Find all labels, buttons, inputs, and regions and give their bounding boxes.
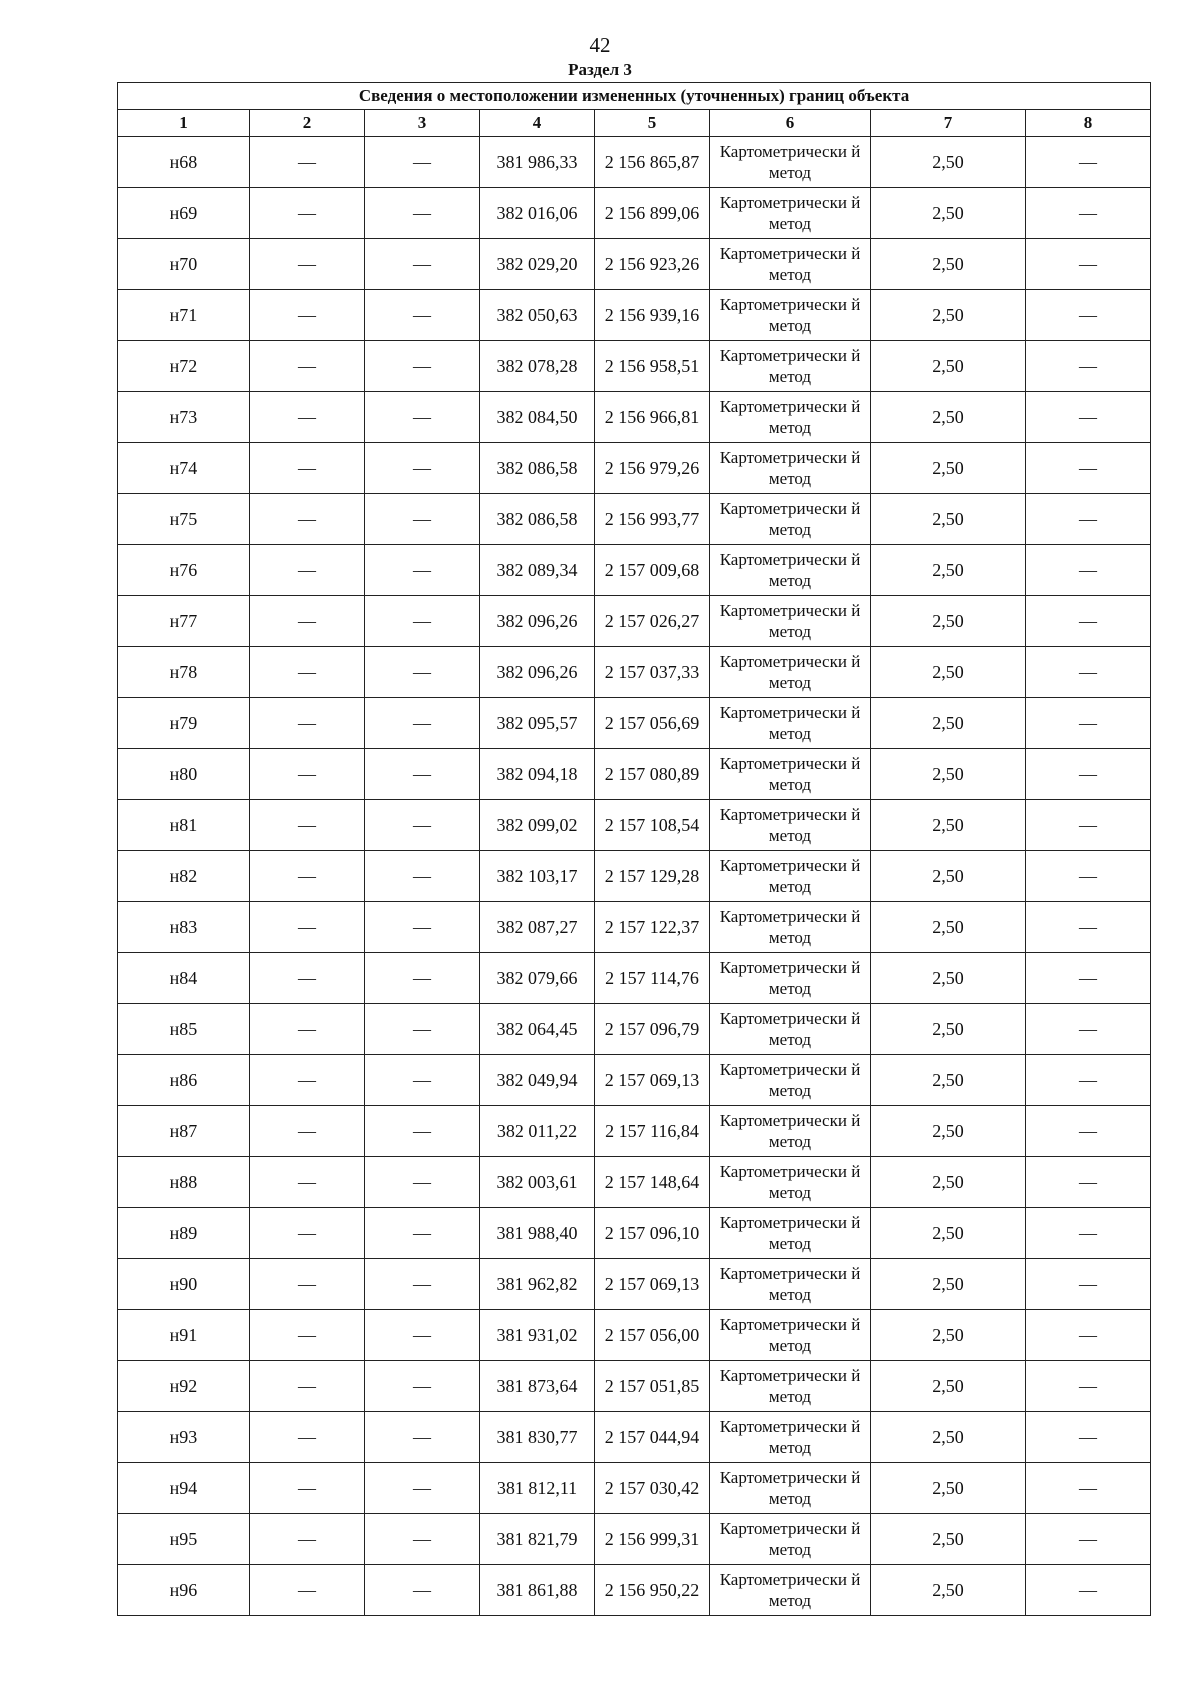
method-cell: Картометрически й метод bbox=[710, 137, 871, 188]
col-3-cell: — bbox=[365, 494, 480, 545]
table-row bbox=[118, 239, 1151, 290]
x-coordinate-cell: 381 873,64 bbox=[480, 1361, 595, 1412]
x-coordinate-cell: 382 049,94 bbox=[480, 1055, 595, 1106]
x-coordinate-cell: 382 089,34 bbox=[480, 545, 595, 596]
col-2-cell: — bbox=[250, 1208, 365, 1259]
point-name-cell: н82 bbox=[118, 851, 250, 902]
x-coordinate-cell: 382 011,22 bbox=[480, 1106, 595, 1157]
point-name-cell: н81 bbox=[118, 800, 250, 851]
col-2-cell: — bbox=[250, 443, 365, 494]
col-8-cell: — bbox=[1026, 1412, 1151, 1463]
point-name-cell: н72 bbox=[118, 341, 250, 392]
accuracy-cell: 2,50 bbox=[871, 1463, 1026, 1514]
col-8-cell: — bbox=[1026, 1565, 1151, 1616]
accuracy-cell: 2,50 bbox=[871, 902, 1026, 953]
col-3-cell: — bbox=[365, 1208, 480, 1259]
y-coordinate-cell: 2 157 108,54 bbox=[595, 800, 710, 851]
table-row bbox=[118, 1208, 1151, 1259]
point-name-cell: н84 bbox=[118, 953, 250, 1004]
col-2-cell: — bbox=[250, 341, 365, 392]
col-8-cell: — bbox=[1026, 1463, 1151, 1514]
table-row bbox=[118, 1106, 1151, 1157]
y-coordinate-cell: 2 157 096,79 bbox=[595, 1004, 710, 1055]
col-2-cell: — bbox=[250, 698, 365, 749]
col-3-cell: — bbox=[365, 1157, 480, 1208]
table-row bbox=[118, 647, 1151, 698]
point-name-cell: н68 bbox=[118, 137, 250, 188]
accuracy-cell: 2,50 bbox=[871, 1412, 1026, 1463]
table-row bbox=[118, 1055, 1151, 1106]
method-cell: Картометрически й метод bbox=[710, 1157, 871, 1208]
method-cell: Картометрически й метод bbox=[710, 188, 871, 239]
x-coordinate-cell: 382 079,66 bbox=[480, 953, 595, 1004]
column-number-row bbox=[118, 110, 1151, 137]
col-3-cell: — bbox=[365, 1412, 480, 1463]
col-2-cell: — bbox=[250, 647, 365, 698]
table-caption-row bbox=[118, 83, 1151, 110]
col-3-cell: — bbox=[365, 596, 480, 647]
col-8-cell: — bbox=[1026, 1055, 1151, 1106]
x-coordinate-cell: 382 086,58 bbox=[480, 443, 595, 494]
y-coordinate-cell: 2 157 096,10 bbox=[595, 1208, 710, 1259]
accuracy-cell: 2,50 bbox=[871, 953, 1026, 1004]
col-3-cell: — bbox=[365, 1514, 480, 1565]
method-cell: Картометрически й метод bbox=[710, 443, 871, 494]
point-name-cell: н94 bbox=[118, 1463, 250, 1514]
x-coordinate-cell: 382 078,28 bbox=[480, 341, 595, 392]
accuracy-cell: 2,50 bbox=[871, 290, 1026, 341]
col-8-cell: — bbox=[1026, 1208, 1151, 1259]
method-cell: Картометрически й метод bbox=[710, 1004, 871, 1055]
point-name-cell: н78 bbox=[118, 647, 250, 698]
table-row bbox=[118, 443, 1151, 494]
col-8-cell: — bbox=[1026, 1157, 1151, 1208]
point-name-cell: н95 bbox=[118, 1514, 250, 1565]
col-8-cell: — bbox=[1026, 1004, 1151, 1055]
col-2-cell: — bbox=[250, 392, 365, 443]
method-cell: Картометрически й метод bbox=[710, 1463, 871, 1514]
method-cell: Картометрически й метод bbox=[710, 647, 871, 698]
table-row bbox=[118, 698, 1151, 749]
y-coordinate-cell: 2 157 051,85 bbox=[595, 1361, 710, 1412]
point-name-cell: н75 bbox=[118, 494, 250, 545]
method-cell: Картометрически й метод bbox=[710, 239, 871, 290]
col-3-cell: — bbox=[365, 1565, 480, 1616]
y-coordinate-cell: 2 156 993,77 bbox=[595, 494, 710, 545]
y-coordinate-cell: 2 156 958,51 bbox=[595, 341, 710, 392]
col-2-cell: — bbox=[250, 800, 365, 851]
point-name-cell: н79 bbox=[118, 698, 250, 749]
x-coordinate-cell: 381 931,02 bbox=[480, 1310, 595, 1361]
y-coordinate-cell: 2 157 056,00 bbox=[595, 1310, 710, 1361]
y-coordinate-cell: 2 156 899,06 bbox=[595, 188, 710, 239]
x-coordinate-cell: 381 812,11 bbox=[480, 1463, 595, 1514]
method-cell: Картометрически й метод bbox=[710, 1310, 871, 1361]
table-row bbox=[118, 1310, 1151, 1361]
col-3-cell: — bbox=[365, 443, 480, 494]
x-coordinate-cell: 382 095,57 bbox=[480, 698, 595, 749]
y-coordinate-cell: 2 157 030,42 bbox=[595, 1463, 710, 1514]
accuracy-cell: 2,50 bbox=[871, 1106, 1026, 1157]
table-row bbox=[118, 1514, 1151, 1565]
y-coordinate-cell: 2 157 148,64 bbox=[595, 1157, 710, 1208]
point-name-cell: н92 bbox=[118, 1361, 250, 1412]
method-cell: Картометрически й метод bbox=[710, 902, 871, 953]
column-number-6: 6 bbox=[710, 110, 871, 137]
table-row bbox=[118, 902, 1151, 953]
col-2-cell: — bbox=[250, 494, 365, 545]
y-coordinate-cell: 2 157 026,27 bbox=[595, 596, 710, 647]
x-coordinate-cell: 382 096,26 bbox=[480, 647, 595, 698]
col-8-cell: — bbox=[1026, 800, 1151, 851]
table-row bbox=[118, 1157, 1151, 1208]
accuracy-cell: 2,50 bbox=[871, 494, 1026, 545]
col-3-cell: — bbox=[365, 1463, 480, 1514]
col-3-cell: — bbox=[365, 647, 480, 698]
y-coordinate-cell: 2 157 116,84 bbox=[595, 1106, 710, 1157]
col-8-cell: — bbox=[1026, 1514, 1151, 1565]
col-8-cell: — bbox=[1026, 443, 1151, 494]
accuracy-cell: 2,50 bbox=[871, 1310, 1026, 1361]
y-coordinate-cell: 2 157 069,13 bbox=[595, 1259, 710, 1310]
y-coordinate-cell: 2 157 069,13 bbox=[595, 1055, 710, 1106]
column-number-1: 1 bbox=[118, 110, 250, 137]
table-caption: Сведения о местоположении измененных (уточненных) границ объекта bbox=[118, 83, 1151, 110]
table-row bbox=[118, 1463, 1151, 1514]
col-8-cell: — bbox=[1026, 596, 1151, 647]
x-coordinate-cell: 382 016,06 bbox=[480, 188, 595, 239]
table-row bbox=[118, 800, 1151, 851]
col-2-cell: — bbox=[250, 1463, 365, 1514]
accuracy-cell: 2,50 bbox=[871, 1514, 1026, 1565]
col-3-cell: — bbox=[365, 1055, 480, 1106]
col-2-cell: — bbox=[250, 137, 365, 188]
x-coordinate-cell: 382 029,20 bbox=[480, 239, 595, 290]
table-row bbox=[118, 953, 1151, 1004]
y-coordinate-cell: 2 157 037,33 bbox=[595, 647, 710, 698]
y-coordinate-cell: 2 156 979,26 bbox=[595, 443, 710, 494]
accuracy-cell: 2,50 bbox=[871, 1259, 1026, 1310]
x-coordinate-cell: 382 003,61 bbox=[480, 1157, 595, 1208]
method-cell: Картометрически й метод bbox=[710, 1259, 871, 1310]
col-8-cell: — bbox=[1026, 1259, 1151, 1310]
method-cell: Картометрически й метод bbox=[710, 1514, 871, 1565]
x-coordinate-cell: 381 986,33 bbox=[480, 137, 595, 188]
col-3-cell: — bbox=[365, 953, 480, 1004]
col-8-cell: — bbox=[1026, 545, 1151, 596]
accuracy-cell: 2,50 bbox=[871, 1157, 1026, 1208]
x-coordinate-cell: 381 821,79 bbox=[480, 1514, 595, 1565]
col-3-cell: — bbox=[365, 1106, 480, 1157]
col-2-cell: — bbox=[250, 290, 365, 341]
method-cell: Картометрически й метод bbox=[710, 749, 871, 800]
page-number: 42 bbox=[589, 33, 611, 57]
col-8-cell: — bbox=[1026, 749, 1151, 800]
table-row bbox=[118, 1361, 1151, 1412]
col-2-cell: — bbox=[250, 545, 365, 596]
point-name-cell: н93 bbox=[118, 1412, 250, 1463]
x-coordinate-cell: 381 988,40 bbox=[480, 1208, 595, 1259]
accuracy-cell: 2,50 bbox=[871, 749, 1026, 800]
table-row bbox=[118, 1004, 1151, 1055]
col-3-cell: — bbox=[365, 749, 480, 800]
col-8-cell: — bbox=[1026, 1106, 1151, 1157]
col-8-cell: — bbox=[1026, 290, 1151, 341]
section-title: Раздел 3 bbox=[568, 60, 632, 79]
table-row bbox=[118, 749, 1151, 800]
accuracy-cell: 2,50 bbox=[871, 443, 1026, 494]
table-row bbox=[118, 851, 1151, 902]
point-name-cell: н91 bbox=[118, 1310, 250, 1361]
accuracy-cell: 2,50 bbox=[871, 545, 1026, 596]
accuracy-cell: 2,50 bbox=[871, 1361, 1026, 1412]
accuracy-cell: 2,50 bbox=[871, 392, 1026, 443]
accuracy-cell: 2,50 bbox=[871, 698, 1026, 749]
method-cell: Картометрически й метод bbox=[710, 545, 871, 596]
accuracy-cell: 2,50 bbox=[871, 239, 1026, 290]
col-8-cell: — bbox=[1026, 1310, 1151, 1361]
col-2-cell: — bbox=[250, 1106, 365, 1157]
col-3-cell: — bbox=[365, 800, 480, 851]
col-2-cell: — bbox=[250, 1412, 365, 1463]
col-8-cell: — bbox=[1026, 137, 1151, 188]
col-3-cell: — bbox=[365, 851, 480, 902]
col-8-cell: — bbox=[1026, 902, 1151, 953]
point-name-cell: н89 bbox=[118, 1208, 250, 1259]
accuracy-cell: 2,50 bbox=[871, 596, 1026, 647]
method-cell: Картометрически й метод bbox=[710, 494, 871, 545]
point-name-cell: н74 bbox=[118, 443, 250, 494]
point-name-cell: н96 bbox=[118, 1565, 250, 1616]
table-row bbox=[118, 341, 1151, 392]
column-number-7: 7 bbox=[871, 110, 1026, 137]
y-coordinate-cell: 2 157 129,28 bbox=[595, 851, 710, 902]
column-number-8: 8 bbox=[1026, 110, 1151, 137]
table-row bbox=[118, 392, 1151, 443]
x-coordinate-cell: 381 830,77 bbox=[480, 1412, 595, 1463]
table-row bbox=[118, 137, 1151, 188]
y-coordinate-cell: 2 157 122,37 bbox=[595, 902, 710, 953]
col-2-cell: — bbox=[250, 1004, 365, 1055]
accuracy-cell: 2,50 bbox=[871, 1208, 1026, 1259]
y-coordinate-cell: 2 156 939,16 bbox=[595, 290, 710, 341]
method-cell: Картометрически й метод bbox=[710, 290, 871, 341]
col-3-cell: — bbox=[365, 188, 480, 239]
col-8-cell: — bbox=[1026, 341, 1151, 392]
point-name-cell: н73 bbox=[118, 392, 250, 443]
col-2-cell: — bbox=[250, 1055, 365, 1106]
point-name-cell: н80 bbox=[118, 749, 250, 800]
accuracy-cell: 2,50 bbox=[871, 341, 1026, 392]
boundary-coordinates-table bbox=[117, 82, 1151, 1616]
col-2-cell: — bbox=[250, 1157, 365, 1208]
col-3-cell: — bbox=[365, 290, 480, 341]
x-coordinate-cell: 382 050,63 bbox=[480, 290, 595, 341]
method-cell: Картометрически й метод bbox=[710, 1208, 871, 1259]
col-8-cell: — bbox=[1026, 239, 1151, 290]
x-coordinate-cell: 382 096,26 bbox=[480, 596, 595, 647]
col-2-cell: — bbox=[250, 596, 365, 647]
x-coordinate-cell: 382 084,50 bbox=[480, 392, 595, 443]
x-coordinate-cell: 382 094,18 bbox=[480, 749, 595, 800]
table-row bbox=[118, 1412, 1151, 1463]
method-cell: Картометрически й метод bbox=[710, 851, 871, 902]
table-row bbox=[118, 494, 1151, 545]
col-3-cell: — bbox=[365, 1310, 480, 1361]
point-name-cell: н83 bbox=[118, 902, 250, 953]
column-number-5: 5 bbox=[595, 110, 710, 137]
table-row bbox=[118, 290, 1151, 341]
point-name-cell: н70 bbox=[118, 239, 250, 290]
y-coordinate-cell: 2 156 966,81 bbox=[595, 392, 710, 443]
point-name-cell: н90 bbox=[118, 1259, 250, 1310]
y-coordinate-cell: 2 156 865,87 bbox=[595, 137, 710, 188]
method-cell: Картометрически й метод bbox=[710, 392, 871, 443]
method-cell: Картометрически й метод bbox=[710, 1361, 871, 1412]
x-coordinate-cell: 381 861,88 bbox=[480, 1565, 595, 1616]
col-2-cell: — bbox=[250, 1514, 365, 1565]
point-name-cell: н71 bbox=[118, 290, 250, 341]
table-row bbox=[118, 1565, 1151, 1616]
col-2-cell: — bbox=[250, 749, 365, 800]
point-name-cell: н77 bbox=[118, 596, 250, 647]
accuracy-cell: 2,50 bbox=[871, 1004, 1026, 1055]
point-name-cell: н87 bbox=[118, 1106, 250, 1157]
accuracy-cell: 2,50 bbox=[871, 137, 1026, 188]
y-coordinate-cell: 2 157 009,68 bbox=[595, 545, 710, 596]
y-coordinate-cell: 2 157 044,94 bbox=[595, 1412, 710, 1463]
x-coordinate-cell: 382 064,45 bbox=[480, 1004, 595, 1055]
col-2-cell: — bbox=[250, 1259, 365, 1310]
col-2-cell: — bbox=[250, 902, 365, 953]
col-8-cell: — bbox=[1026, 392, 1151, 443]
col-8-cell: — bbox=[1026, 494, 1151, 545]
col-8-cell: — bbox=[1026, 851, 1151, 902]
col-3-cell: — bbox=[365, 392, 480, 443]
col-3-cell: — bbox=[365, 239, 480, 290]
column-number-2: 2 bbox=[250, 110, 365, 137]
method-cell: Картометрически й метод bbox=[710, 596, 871, 647]
col-3-cell: — bbox=[365, 1361, 480, 1412]
col-3-cell: — bbox=[365, 698, 480, 749]
col-2-cell: — bbox=[250, 1361, 365, 1412]
col-2-cell: — bbox=[250, 1565, 365, 1616]
col-3-cell: — bbox=[365, 545, 480, 596]
x-coordinate-cell: 382 103,17 bbox=[480, 851, 595, 902]
col-8-cell: — bbox=[1026, 1361, 1151, 1412]
x-coordinate-cell: 381 962,82 bbox=[480, 1259, 595, 1310]
col-8-cell: — bbox=[1026, 698, 1151, 749]
point-name-cell: н86 bbox=[118, 1055, 250, 1106]
table-body bbox=[118, 137, 1151, 1616]
table-row bbox=[118, 596, 1151, 647]
accuracy-cell: 2,50 bbox=[871, 647, 1026, 698]
method-cell: Картометрически й метод bbox=[710, 341, 871, 392]
accuracy-cell: 2,50 bbox=[871, 1055, 1026, 1106]
accuracy-cell: 2,50 bbox=[871, 1565, 1026, 1616]
col-2-cell: — bbox=[250, 188, 365, 239]
col-8-cell: — bbox=[1026, 953, 1151, 1004]
accuracy-cell: 2,50 bbox=[871, 188, 1026, 239]
col-3-cell: — bbox=[365, 1004, 480, 1055]
accuracy-cell: 2,50 bbox=[871, 851, 1026, 902]
method-cell: Картометрически й метод bbox=[710, 1565, 871, 1616]
col-3-cell: — bbox=[365, 902, 480, 953]
method-cell: Картометрически й метод bbox=[710, 1055, 871, 1106]
method-cell: Картометрически й метод bbox=[710, 1106, 871, 1157]
col-2-cell: — bbox=[250, 1310, 365, 1361]
col-8-cell: — bbox=[1026, 647, 1151, 698]
y-coordinate-cell: 2 157 114,76 bbox=[595, 953, 710, 1004]
method-cell: Картометрически й метод bbox=[710, 800, 871, 851]
y-coordinate-cell: 2 156 950,22 bbox=[595, 1565, 710, 1616]
col-2-cell: — bbox=[250, 851, 365, 902]
method-cell: Картометрически й метод bbox=[710, 953, 871, 1004]
y-coordinate-cell: 2 157 056,69 bbox=[595, 698, 710, 749]
col-3-cell: — bbox=[365, 137, 480, 188]
col-2-cell: — bbox=[250, 239, 365, 290]
x-coordinate-cell: 382 086,58 bbox=[480, 494, 595, 545]
table-row bbox=[118, 188, 1151, 239]
column-number-4: 4 bbox=[480, 110, 595, 137]
x-coordinate-cell: 382 099,02 bbox=[480, 800, 595, 851]
col-2-cell: — bbox=[250, 953, 365, 1004]
y-coordinate-cell: 2 156 999,31 bbox=[595, 1514, 710, 1565]
table-row bbox=[118, 1259, 1151, 1310]
method-cell: Картометрически й метод bbox=[710, 1412, 871, 1463]
y-coordinate-cell: 2 157 080,89 bbox=[595, 749, 710, 800]
x-coordinate-cell: 382 087,27 bbox=[480, 902, 595, 953]
point-name-cell: н88 bbox=[118, 1157, 250, 1208]
method-cell: Картометрически й метод bbox=[710, 698, 871, 749]
y-coordinate-cell: 2 156 923,26 bbox=[595, 239, 710, 290]
col-8-cell: — bbox=[1026, 188, 1151, 239]
col-3-cell: — bbox=[365, 341, 480, 392]
col-3-cell: — bbox=[365, 1259, 480, 1310]
table-row bbox=[118, 545, 1151, 596]
point-name-cell: н76 bbox=[118, 545, 250, 596]
accuracy-cell: 2,50 bbox=[871, 800, 1026, 851]
point-name-cell: н85 bbox=[118, 1004, 250, 1055]
point-name-cell: н69 bbox=[118, 188, 250, 239]
column-number-3: 3 bbox=[365, 110, 480, 137]
